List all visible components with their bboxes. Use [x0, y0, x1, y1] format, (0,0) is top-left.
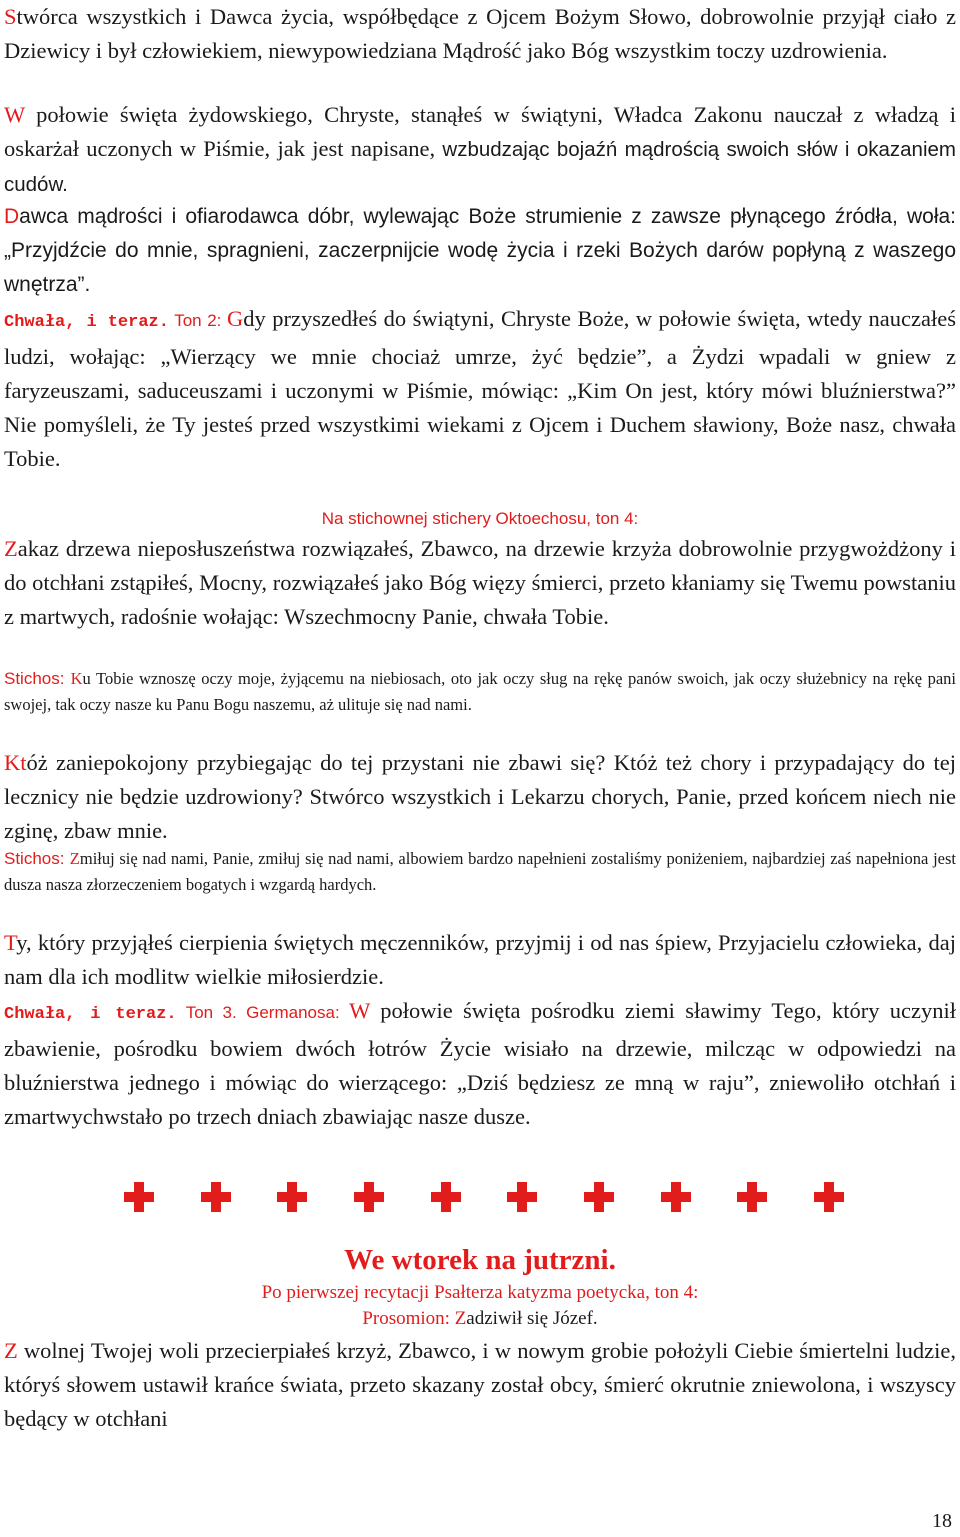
section-heading: We wtorek na jutrzni. — [344, 1244, 616, 1276]
paragraph-2 — [4, 98, 956, 202]
cross-icon — [737, 1182, 767, 1212]
paragraph-8 — [4, 994, 956, 1134]
cross-icon — [124, 1182, 154, 1212]
initial: Z — [69, 849, 80, 868]
initial: W — [349, 998, 370, 1023]
paragraph-text: połowie święta żydowskiego, Chryste, stanąłeś w świątyni, Władca Zakonu nauczał z władzą i oskarżał uczonych w Piśmie, jak jest napisane, — [4, 102, 956, 161]
subheading-1: Po pierwszej recytacji Psałterza katyzma poetycka, ton 4: — [261, 1282, 699, 1303]
paragraph-3 — [4, 200, 956, 302]
initial: W — [4, 102, 25, 127]
stichos-2 — [4, 846, 956, 898]
initial: S — [4, 4, 17, 29]
paragraph-9 — [4, 1334, 956, 1436]
page-number: 18 — [932, 1510, 952, 1532]
initial: Z — [4, 1338, 18, 1363]
paragraph-text: y, który przyjąłeś cierpienia świętych męczenników, przyjmij i od nas śpiew, Przyjacielu człowieka, daj nam dla ich modlitw wielkie miłosierdzie. — [4, 930, 956, 989]
paragraph-text-sans: wzbudzając bojaźń mądrością swoich słów i okazaniem cudów. — [4, 138, 956, 196]
paragraph-6 — [4, 746, 956, 848]
paragraph-text: miłuj się nad nami, Panie, zmiłuj się nad nami, albowiem bardzo napełnieni zostaliśmy poniżeniem, najbardziej zaś napełniona jest dusza nasza złorzeczeniem bogatych i wzgardą hardych. — [4, 849, 956, 894]
paragraph-text: połowie święta pośrodku ziemi sławimy Tego, który uczynił zbawienie, pośrodku bowiem dwóch łotrów Życie wisiało na drzewie, milcząc w odpowiedzi na bluźnierstwa jednego i mówiąc do wierzącego: „Dziś będziesz ze mną w raju”, zniewoliło otchłań i zmartwychwstało po trzech dniach zbawiając nasze dusze. — [4, 998, 956, 1129]
paragraph-text: wolnej Twojej woli przecierpiałeś krzyż, Zbawco, i w nowym grobie położyli Ciebie śmiertelni ludzie, któryś słowem ustawił krańce świata, przeto skazany został obcy, śmierć okrutnie zniewolona, i wszyscy będący w otchłani — [4, 1338, 956, 1431]
cross-icon — [661, 1182, 691, 1212]
cross-icon — [277, 1182, 307, 1212]
initial: D — [4, 205, 20, 228]
paragraph-7 — [4, 926, 956, 994]
paragraph-text: akaz drzewa nieposłuszeństwa rozwiązałeś, Zbawco, na drzewie krzyża dobrowolnie przygwożdżony i do otchłani zstąpiłeś, Mocny, rozwiązałeś jako Bóg więzy śmierci, przeto kłaniamy się Twemu powstaniu z martwych, radośnie wołając: Wszechmocny Panie, chwała Tobie. — [4, 536, 956, 629]
rubric-glory: Chwała, i teraz. — [4, 1005, 177, 1024]
paragraph-text: u Tobie wznoszę oczy moje, żyjącemu na niebiosach, oto jak oczy sług na rękę panów swoich, jak oczy służebnicy na rękę pani swojej, tak oczy nasze ku Panu Bogu naszemu, aż ulituje się nad nami. — [4, 669, 956, 714]
paragraph-text: awca mądrości i ofiarodawca dóbr, wylewając Boże strumienie z zawsze płynącego źródła, woła: „Przyjdźcie do mnie, spragnieni, zaczerpnijcie wodę życia i rzeki Bożych darów popłyną z waszego wnętrza”. — [4, 205, 956, 296]
subheading-text: adziwił się Józef. — [466, 1308, 598, 1329]
paragraph-1 — [4, 0, 956, 68]
document-page — [4, 0, 956, 1537]
cross-icon — [431, 1182, 461, 1212]
cross-icon — [584, 1182, 614, 1212]
subheading-2 — [4, 1306, 956, 1332]
cross-icon — [814, 1182, 844, 1212]
rubric-stichos: Stichos: — [4, 849, 70, 868]
paragraph-5 — [4, 532, 956, 634]
rubric-tone: Ton 2: — [168, 311, 227, 330]
stichos-1 — [4, 666, 956, 718]
initial: G — [226, 306, 244, 331]
initial: Kt — [4, 750, 27, 775]
initial: Z — [4, 536, 18, 561]
initial: T — [4, 930, 17, 955]
rubric-tone: Ton 3. Germanosa: — [176, 1003, 350, 1022]
initial: Z — [454, 1308, 467, 1329]
cross-icon — [354, 1182, 384, 1212]
initial: K — [70, 669, 83, 688]
paragraph-text: óż zaniepokojony przybiegając do tej przystani nie zbawi się? Któż też chory i przypadający do tej lecznicy nie będzie uzdrowiony? Stwórco wszystkich i Lekarzu chorych, Panie, przed końcem niech nie zginę, zbaw mnie. — [4, 750, 956, 843]
rubric-heading: Na stichownej stichery Oktoechosu, ton 4: — [321, 509, 639, 528]
paragraph-text: dy przyszedłeś do świątyni, Chryste Boże, w połowie święta, wtedy nauczałeś ludzi, wołając: „Wierzący we mnie chociaż umrze, żyć będzie”, a Żydzi wpadali w gniew z faryzeuszami, saduceuszami i uczonymi w Piśmie, mówiąc: „Kim On jest, który mówi bluźnierstwa?” Nie pomyśleli, że Ty jesteś przed wszystkimi wiekami z Ojcem i Duchem sławiony, Boże nasz, chwała Tobie. — [4, 306, 956, 471]
paragraph-text: twórca wszystkich i Dawca życia, współbędące z Ojcem Bożym Słowo, dobrowolnie przyjął ciało z Dziewicy i był człowiekiem, niewypowiedziana Mądrość jako Bóg wszystkim toczy uzdrowienia. — [4, 4, 956, 63]
rubric-prosomion: Prosomion: — [362, 1308, 455, 1329]
rubric-glory: Chwała, i teraz. — [4, 313, 169, 332]
cross-icon — [201, 1182, 231, 1212]
rubric-stichos: Stichos: — [4, 669, 71, 688]
cross-divider — [124, 1182, 844, 1218]
paragraph-4 — [4, 302, 956, 476]
cross-icon — [507, 1182, 537, 1212]
